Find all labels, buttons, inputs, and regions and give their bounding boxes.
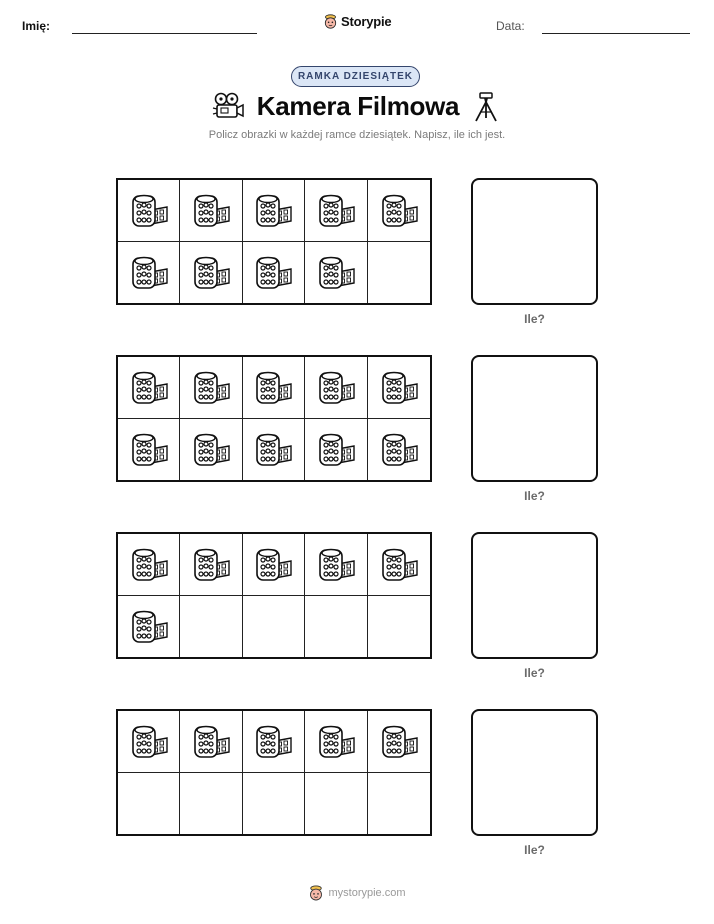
film-reel-icon <box>379 190 419 230</box>
frame-cell <box>305 596 367 658</box>
frame-cell <box>243 773 305 835</box>
answer-box-1[interactable] <box>471 178 598 305</box>
frame-cell <box>180 419 242 481</box>
film-reel-icon <box>316 721 356 761</box>
frame-cell <box>118 773 180 835</box>
frame-cell <box>243 242 305 304</box>
answer-box-4[interactable] <box>471 709 598 836</box>
frame-cell <box>305 534 367 596</box>
camera-tripod-icon <box>472 91 500 123</box>
frame-cell <box>118 534 180 596</box>
frame-cell <box>305 357 367 419</box>
frame-cell <box>368 711 430 773</box>
film-reel-icon <box>316 544 356 584</box>
film-reel-icon <box>253 721 293 761</box>
film-reel-icon <box>129 252 169 292</box>
ten-frame-4 <box>116 709 432 836</box>
film-reel-icon <box>253 429 293 469</box>
frame-cell <box>305 242 367 304</box>
frame-cell <box>368 357 430 419</box>
frame-cell <box>368 180 430 242</box>
date-field[interactable] <box>542 33 690 34</box>
frame-cell <box>305 711 367 773</box>
answer-box-3[interactable] <box>471 532 598 659</box>
frame-cell <box>118 242 180 304</box>
frame-cell <box>243 180 305 242</box>
frame-cell <box>368 419 430 481</box>
film-reel-icon <box>191 721 231 761</box>
film-reel-icon <box>129 721 169 761</box>
frame-cell <box>305 419 367 481</box>
film-reel-icon <box>129 367 169 407</box>
name-label: Imię: <box>22 19 51 33</box>
worksheet-type-badge: RAMKA DZIESIĄTEK <box>291 66 420 87</box>
film-reel-icon <box>191 252 231 292</box>
film-reel-icon <box>253 544 293 584</box>
frame-cell <box>180 242 242 304</box>
ten-frame-1 <box>116 178 432 305</box>
film-reel-icon <box>191 190 231 230</box>
film-reel-icon <box>379 429 419 469</box>
frame-cell <box>180 357 242 419</box>
frame-cell <box>243 596 305 658</box>
ten-frame-3 <box>116 532 432 659</box>
frame-cell <box>368 534 430 596</box>
frame-cell <box>243 357 305 419</box>
movie-camera-icon <box>211 92 245 122</box>
frame-cell <box>118 180 180 242</box>
frame-cell <box>243 711 305 773</box>
frame-cell <box>118 419 180 481</box>
film-reel-icon <box>129 429 169 469</box>
frame-cell <box>368 242 430 304</box>
frame-cell <box>368 596 430 658</box>
name-field[interactable] <box>72 33 257 34</box>
frame-cell <box>180 596 242 658</box>
answer-box-2[interactable] <box>471 355 598 482</box>
film-reel-icon <box>129 190 169 230</box>
frame-cell <box>243 534 305 596</box>
frame-cell <box>368 773 430 835</box>
film-reel-icon <box>191 429 231 469</box>
answer-prompt-3: Ile? <box>524 666 545 680</box>
date-label: Data: <box>496 19 525 33</box>
frame-cell <box>243 419 305 481</box>
frame-cell <box>180 711 242 773</box>
storypie-mascot-icon <box>308 884 324 902</box>
film-reel-icon <box>316 367 356 407</box>
film-reel-icon <box>129 606 169 646</box>
film-reel-icon <box>316 190 356 230</box>
answer-prompt-1: Ile? <box>524 312 545 326</box>
answer-prompt-4: Ile? <box>524 843 545 857</box>
frame-cell <box>180 773 242 835</box>
film-reel-icon <box>191 544 231 584</box>
film-reel-icon <box>379 367 419 407</box>
brand-logo <box>323 13 391 30</box>
frame-cell <box>118 711 180 773</box>
frame-cell <box>180 180 242 242</box>
frame-cell <box>118 357 180 419</box>
storypie-mascot-icon <box>323 13 338 30</box>
film-reel-icon <box>253 252 293 292</box>
film-reel-icon <box>253 190 293 230</box>
instructions: Policz obrazki w każdej ramce dziesiątek. Napisz, ile ich jest. <box>208 129 506 141</box>
frame-cell <box>305 773 367 835</box>
footer-website: mystorypie.com <box>328 887 406 899</box>
film-reel-icon <box>191 367 231 407</box>
frame-cell <box>180 534 242 596</box>
film-reel-icon <box>129 544 169 584</box>
brand-name: Storypie <box>341 14 392 29</box>
film-reel-icon <box>253 367 293 407</box>
frame-cell <box>305 180 367 242</box>
film-reel-icon <box>379 544 419 584</box>
film-reel-icon <box>316 252 356 292</box>
frame-cell <box>118 596 180 658</box>
footer <box>0 884 714 902</box>
film-reel-icon <box>316 429 356 469</box>
ten-frame-2 <box>116 355 432 482</box>
answer-prompt-2: Ile? <box>524 489 545 503</box>
film-reel-icon <box>379 721 419 761</box>
page-title: Kamera Filmowa <box>256 91 460 121</box>
